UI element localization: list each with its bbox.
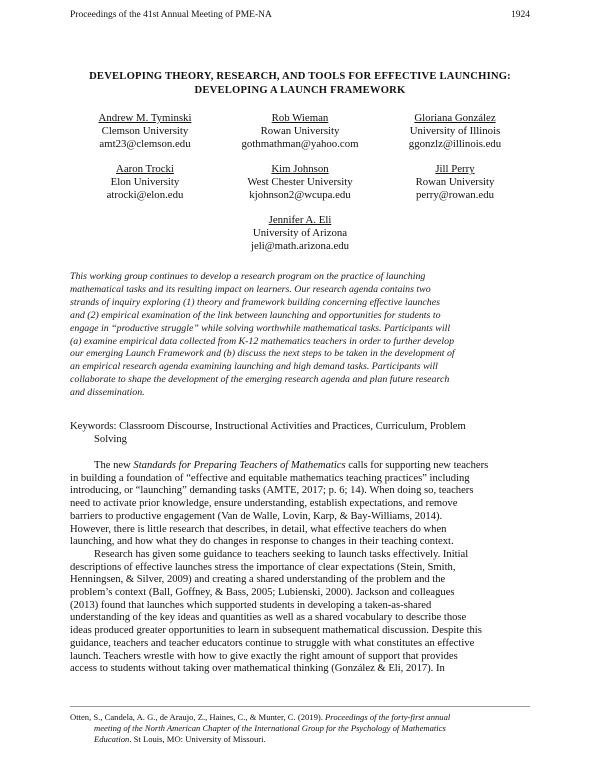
body-line: introducing, or “launching” demanding tasks (AMTE, 2017; p. 6; 14). When doing so, teachers	[70, 485, 474, 497]
author-affiliation: West Chester University	[247, 176, 353, 188]
author-name: Jill Perry	[435, 163, 475, 175]
author-email[interactable]: perry@rowan.edu	[416, 189, 494, 201]
body-line: access to students without taking over mathematical thinking (González & Eli, 2017). In	[70, 663, 445, 675]
footer-line	[70, 712, 530, 723]
body-line: barriers to productive engagement (Van de Walle, Lovin, Karp, & Bay-Williams, 2014).	[70, 510, 443, 522]
abstract-line: mathematical tasks and its resulting impact on learners. Our research agenda contains two	[70, 283, 431, 295]
running-header	[70, 10, 530, 20]
text-run: . St Louis, MO: University of Missouri.	[129, 734, 266, 744]
keywords-line: Keywords: Classroom Discourse, Instructional Activities and Practices, Curriculum, Problem	[70, 421, 466, 432]
title-line-1: DEVELOPING THEORY, RESEARCH, AND TOOLS FOR EFFECTIVE LAUNCHING:	[89, 71, 511, 82]
author-affiliation: Clemson University	[101, 125, 189, 137]
author-email[interactable]: amt23@clemson.edu	[99, 138, 191, 150]
author	[225, 112, 375, 151]
body-line: launching, and how what they do changes in response to changes in their teaching context.	[70, 536, 454, 548]
author-affiliation: Rowan University	[415, 176, 495, 188]
author	[70, 163, 220, 202]
text-run: Education	[94, 734, 130, 744]
author-block	[70, 112, 530, 265]
abstract-line: our emerging Launch Framework and (b) discuss the next steps to be taken in the development of	[70, 348, 455, 360]
body-line: Henningsen, & Silver, 2009) and creating a shared understanding of the problem and the	[70, 574, 446, 586]
abstract-line: engage in “productive struggle” while solving worthwhile mathematical tasks. Participants will	[70, 322, 451, 334]
author-affiliation: Rowan University	[260, 125, 340, 137]
body-line: (2013) found that launches which supported students in developing a taken-as-shared	[70, 599, 432, 611]
text-run: Otten, S., Candela, A. G., de Araujo, Z., Haines, C., & Munter, C. (2019).	[70, 712, 326, 722]
abstract-line: This working group continues to develop a research program on the practice of launching	[70, 271, 426, 282]
author-email[interactable]: ggonzlz@illinois.edu	[408, 138, 502, 150]
author-name: Gloriana González	[414, 112, 496, 124]
body-text	[70, 460, 530, 676]
title-line-2: DEVELOPING A LAUNCH FRAMEWORK	[194, 85, 406, 96]
abstract-line: (a) examine empirical data collected from K-12 mathematics teachers in order to further develop	[70, 335, 455, 347]
author-name: Jennifer A. Eli	[268, 214, 332, 226]
paragraph	[70, 460, 530, 473]
body-line: ideas produced greater opportunities to learn in subsequent mathematical discussion. Despite this	[70, 625, 482, 637]
paper-title	[60, 70, 540, 98]
author-email[interactable]: atrocki@elon.edu	[106, 189, 184, 201]
abstract	[70, 271, 530, 400]
standards-title: Standards for Preparing Teachers of Mathematics	[133, 460, 346, 471]
citation-footer	[70, 712, 530, 745]
abstract-line: and (2) empirical examination of the link between launching and opportunities for students to	[70, 309, 441, 321]
author-row	[70, 214, 530, 253]
footer-line	[70, 723, 530, 734]
page-number: 1924	[511, 10, 530, 20]
body-line: However, there is little research that describes, in detail, what effective teachers do when	[70, 523, 447, 535]
author-name: Kim Johnson	[271, 163, 329, 175]
author	[380, 112, 530, 151]
footer-divider	[70, 706, 530, 707]
author-row	[70, 112, 530, 151]
keywords-line: Solving	[94, 434, 127, 446]
footer-line	[70, 734, 530, 745]
author-name: Rob Wieman	[271, 112, 329, 124]
author-email[interactable]: kjohnson2@wcupa.edu	[249, 189, 351, 201]
author-name: Aaron Trocki	[116, 163, 174, 175]
paragraph: Research has given some guidance to teachers seeking to launch tasks effectively. Initial	[94, 548, 469, 560]
body-line: in building a foundation of “effective and equitable mathematics teaching practices” including	[70, 472, 470, 484]
text-run: calls for supporting new teachers	[345, 460, 489, 471]
author-name: Andrew M. Tyminski	[98, 112, 192, 124]
keywords	[70, 420, 530, 446]
author	[225, 163, 375, 202]
text-run: meeting of the North American Chapter of the International Group for the Psychology of Mathematics	[94, 723, 446, 733]
body-line: launch. Teachers wrestle with how to give exactly the right amount of support that provides	[70, 650, 458, 662]
author-email[interactable]: jeli@math.arizona.edu	[250, 240, 350, 252]
body-line: need to activate prior knowledge, ensure understanding, establish expectations, and remove	[70, 498, 458, 510]
abstract-line: and dissemination.	[70, 387, 145, 399]
header-proceedings: Proceedings of the 41st Annual Meeting of PME-NA	[70, 10, 272, 20]
abstract-line: an empirical research agenda examining launching and high demand tasks. Participants will	[70, 361, 438, 373]
text-run: Proceedings of the forty-first annual	[325, 712, 451, 722]
author-affiliation: University of Illinois	[409, 125, 501, 137]
abstract-line: strands of inquiry exploring (1) theory and framework building concerning effective launches	[70, 296, 440, 308]
body-line: understanding of the key ideas and quantities as well as a shared vocabulary to describe those	[70, 612, 467, 624]
author-row	[70, 163, 530, 202]
author	[70, 112, 220, 151]
body-line: descriptions of effective launches stress the importance of clear expectations (Stein, Smith,	[70, 561, 456, 573]
author-affiliation: Elon University	[110, 176, 180, 188]
author	[225, 214, 375, 253]
abstract-line: collaborate to shape the development of the emerging research agenda and plan future research	[70, 374, 450, 386]
text-run: The new	[94, 460, 134, 471]
body-line: problem’s context (Ball, Goffney, & Bass, 2005; Lubienski, 2000). Jackson and colleagues	[70, 587, 455, 599]
author	[380, 163, 530, 202]
author-affiliation: University of Arizona	[252, 227, 348, 239]
author-email[interactable]: gothmathman@yahoo.com	[241, 138, 359, 150]
body-line: guidance, teachers and teacher educators continue to struggle with what constitutes an effective	[70, 637, 475, 649]
